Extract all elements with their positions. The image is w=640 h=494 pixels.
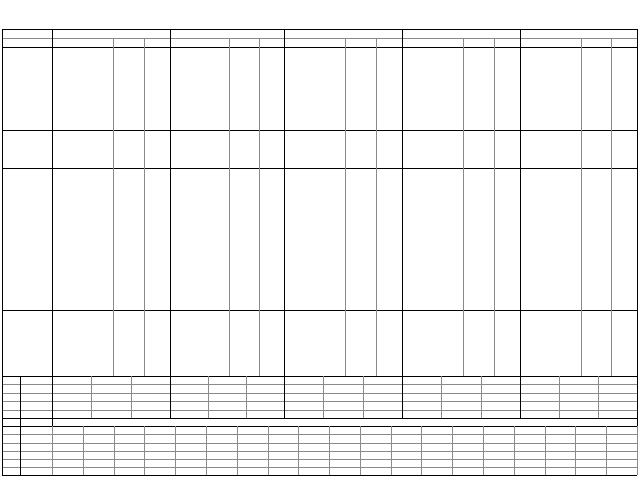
grid-line [2, 384, 637, 385]
grid-line [391, 426, 392, 475]
grid-line [421, 426, 422, 475]
grid-line [575, 426, 576, 475]
grid-line [2, 38, 637, 39]
grid-line [581, 38, 582, 376]
grid-line [298, 426, 299, 475]
grid-line [52, 29, 53, 376]
grid-line [52, 426, 53, 475]
grid-line [2, 376, 3, 418]
grid-line [481, 376, 482, 418]
grid-line [144, 38, 145, 376]
grid-line [637, 426, 638, 475]
grid-line [268, 426, 269, 475]
grid-line [2, 451, 637, 452]
grid-line [2, 443, 637, 444]
grid-line [463, 38, 464, 376]
grid-line [329, 426, 330, 475]
grid-line [83, 426, 84, 475]
grid-line [2, 410, 637, 411]
grid-line [229, 38, 230, 376]
grid-line [2, 310, 637, 311]
grid-line [2, 168, 637, 169]
grid-line [452, 426, 453, 475]
grid-line [360, 426, 361, 475]
grid-line [483, 426, 484, 475]
grid-line [2, 475, 637, 476]
grid-line [113, 38, 114, 376]
grid-line [259, 38, 260, 376]
grid-line [520, 376, 521, 418]
grid-line [376, 38, 377, 376]
grid-line [237, 426, 238, 475]
grid-line [2, 418, 637, 419]
grid-line [284, 29, 285, 376]
grid-line [52, 376, 53, 418]
grid-line [520, 29, 521, 376]
grid-line [20, 376, 21, 418]
grid-line [2, 393, 637, 394]
grid-line [2, 459, 637, 460]
grid-line [637, 376, 638, 418]
grid-line [144, 426, 145, 475]
grid-line [402, 376, 403, 418]
grid-line [637, 29, 638, 376]
grid-line [131, 376, 132, 418]
grid-line [2, 401, 637, 402]
grid-line [514, 426, 515, 475]
grid-line [246, 376, 247, 418]
grid-line [611, 38, 612, 376]
grid-line [208, 376, 209, 418]
grid-line [402, 29, 403, 376]
grid-line [2, 376, 637, 377]
grid-line [2, 130, 637, 131]
grid-line [20, 418, 21, 475]
grid-line [284, 376, 285, 418]
grid-line [170, 29, 171, 376]
grid-line [606, 426, 607, 475]
grid-line [345, 38, 346, 376]
grid-line [323, 376, 324, 418]
grid-line [114, 426, 115, 475]
grid-line [2, 418, 3, 475]
grid-line [559, 376, 560, 418]
grid-line [598, 376, 599, 418]
grid-line [2, 47, 637, 48]
grid-line [2, 29, 3, 376]
grid-line [494, 38, 495, 376]
grid-line [206, 426, 207, 475]
grid-line [2, 426, 637, 427]
grid-line [91, 376, 92, 418]
grid-line [175, 426, 176, 475]
grid-line [170, 376, 171, 418]
grid-line [545, 426, 546, 475]
grid-line [2, 29, 637, 30]
grid-line [441, 376, 442, 418]
grid-line [363, 376, 364, 418]
grid-line [2, 434, 637, 435]
grid-line [2, 467, 637, 468]
